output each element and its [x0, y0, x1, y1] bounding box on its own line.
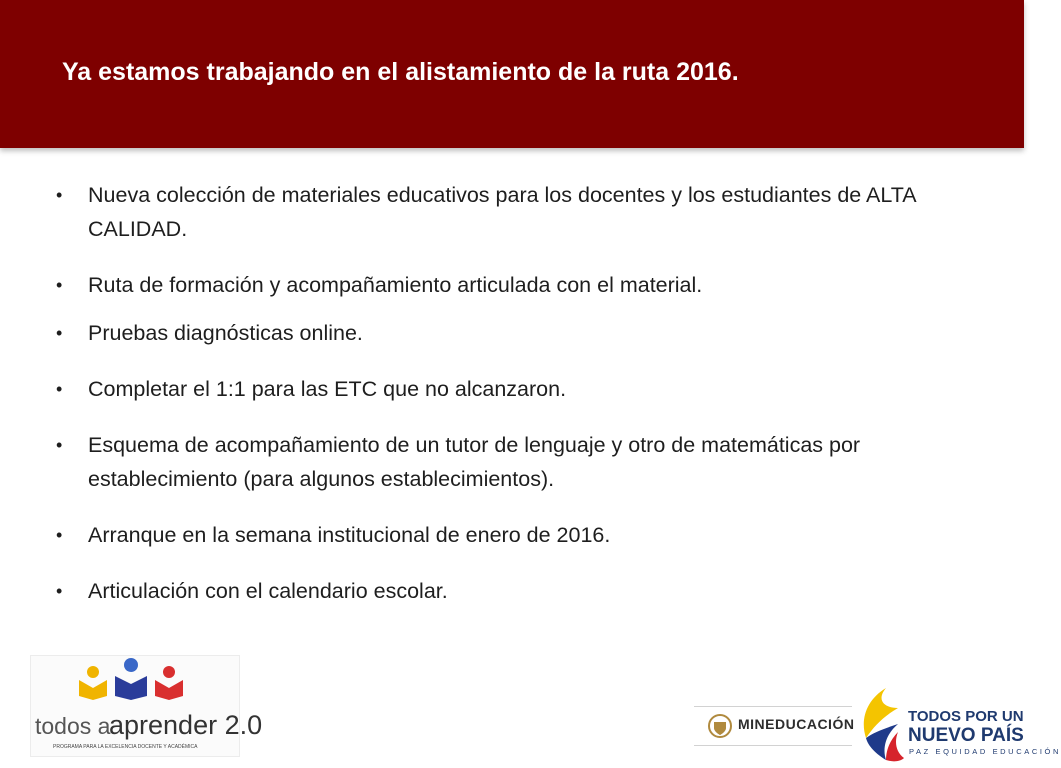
- mineducacion-logo: [694, 706, 855, 746]
- svg-text:todos a: todos a: [35, 713, 111, 739]
- bullet-item: [52, 518, 992, 552]
- bullet-marker: •: [56, 323, 63, 343]
- svg-text:aprender 2.0: aprender 2.0: [109, 710, 263, 740]
- gov-logo-line-2: NUEVO PAÍS: [908, 725, 1024, 746]
- bullet-text: Articulación con el calendario escolar.: [88, 579, 448, 603]
- coat-of-arms-icon: [700, 707, 740, 745]
- colombia-flag-swoosh-icon: [858, 686, 908, 764]
- bullet-marker: •: [56, 435, 63, 455]
- bullet-list: [52, 178, 992, 630]
- gov-logo-line-1: TODOS POR UN: [908, 708, 1024, 725]
- bullet-item: [52, 268, 992, 302]
- bullet-text: Arranque en la semana institucional de enero de 2016.: [88, 523, 611, 547]
- bullet-marker: •: [56, 185, 63, 205]
- bullet-item: [52, 372, 992, 406]
- bullet-item: [52, 574, 992, 608]
- bullet-marker: •: [56, 525, 63, 545]
- bullet-item: [52, 316, 992, 350]
- todos-a-aprender-logo: [30, 655, 263, 757]
- gov-logo-line-3: PAZ EQUIDAD EDUCACIÓN: [909, 747, 1061, 756]
- slide-title: Ya estamos trabajando en el alistamiento de la ruta 2016.: [62, 58, 739, 86]
- bullet-text: Esquema de acompañamiento de un tutor de lenguaje y otro de matemáticas por establecimiento (para algunos establecimientos).: [88, 433, 861, 491]
- bullet-item: [52, 428, 992, 496]
- bullet-item: [52, 178, 992, 246]
- bullet-text: Completar el 1:1 para las ETC que no alcanzaron.: [88, 377, 567, 401]
- bullet-text: Pruebas diagnósticas online.: [88, 321, 363, 345]
- mineducacion-text: MINEDUCACIÓN: [738, 716, 855, 732]
- government-logos: [694, 686, 1061, 766]
- svg-text:PROGRAMA PARA LA EXCELENCIA DO: PROGRAMA PARA LA EXCELENCIA DOCENTE Y ACADÉMICA: [53, 744, 198, 750]
- bullet-marker: •: [56, 581, 63, 601]
- todos-a-aprender-logo-graphic: [31, 656, 263, 756]
- bullet-text: Nueva colección de materiales educativos para los docentes y los estudiantes de ALTA CALIDAD.: [88, 183, 916, 241]
- bullet-marker: •: [56, 379, 63, 399]
- bullet-text: Ruta de formación y acompañamiento articulada con el material.: [88, 273, 703, 297]
- bullet-marker: •: [56, 275, 63, 295]
